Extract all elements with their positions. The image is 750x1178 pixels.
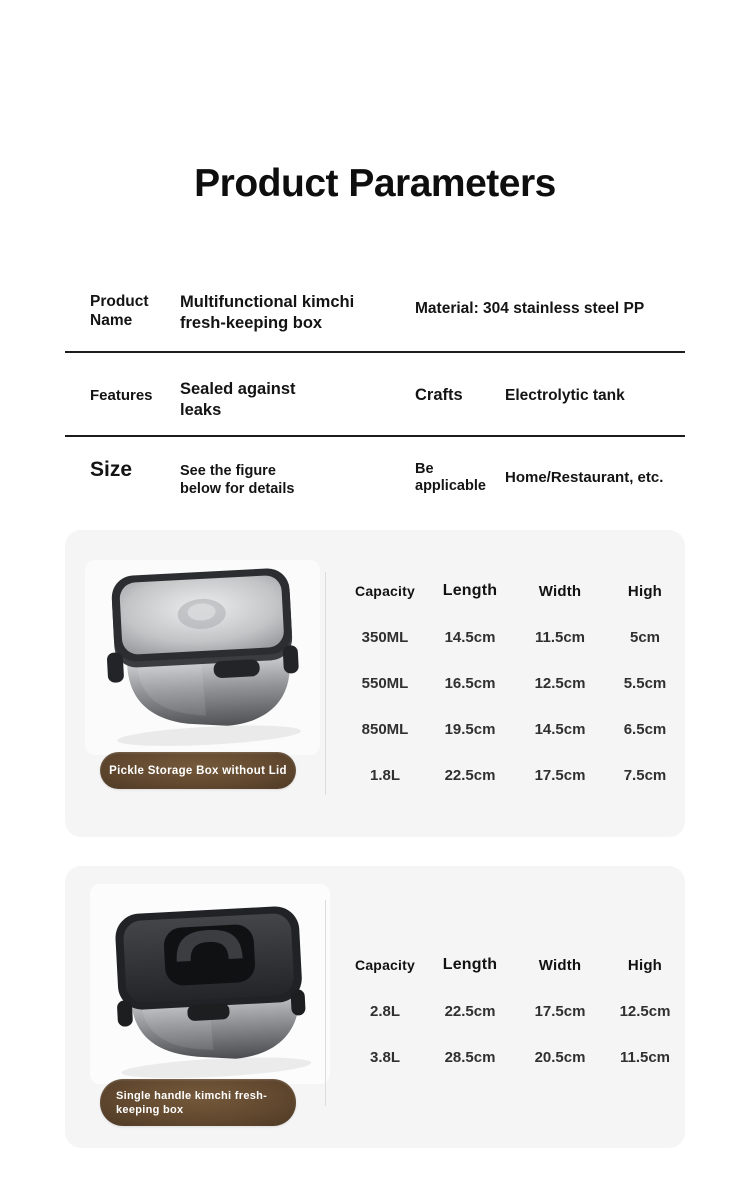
col-header: Width [538,956,582,974]
spec-divider-2 [65,435,685,437]
cell-width: 11.5cm [534,628,586,646]
cell-width: 12.5cm [534,674,586,692]
col-header: Width [538,582,582,600]
cell-high: 6.5cm [623,720,667,738]
product-card-handle-box [65,866,685,1148]
spec-row2-value2: Electrolytic tank [505,387,625,404]
cell-length: 19.5cm [444,720,496,738]
spec-row1-value: Multifunctional kimchi fresh-keeping box [180,293,355,332]
card2-vertical-divider [325,900,326,1106]
size-table-1 [345,568,685,798]
cell-high: 5cm [629,628,661,646]
cell-width: 20.5cm [534,1048,586,1066]
col-header: High [627,582,663,600]
col-header: Length [442,582,498,599]
spec-row3-value: See the figure below for details [180,463,295,497]
page-title: Product Parameters [194,162,556,205]
spec-row2-label: Features [90,387,153,404]
cell-high: 5.5cm [623,674,667,692]
cell-capacity: 550ML [361,674,409,692]
spec-row3-value2: Home/Restaurant, etc. [505,469,664,486]
cell-length: 14.5cm [444,628,496,646]
cell-length: 22.5cm [444,1002,496,1020]
product-label-badge [100,752,296,789]
product-image-flat-lid-box-icon [85,560,320,755]
product-label-badge [100,1079,296,1126]
spec-divider-1 [65,351,685,353]
spec-row2-label2: Crafts [415,386,463,404]
spec-row3-label2: Be applicable [415,461,486,494]
cell-high: 12.5cm [619,1002,671,1020]
col-header: High [627,956,663,974]
cell-length: 16.5cm [444,674,496,692]
cell-capacity: 3.8L [369,1048,400,1066]
size-table-2 [345,942,685,1080]
cell-high: 7.5cm [623,766,667,784]
spec-row2-value: Sealed against leaks [180,380,296,419]
product-label-text: Single handle kimchi fresh-keeping box [116,1089,268,1116]
cell-width: 14.5cm [534,720,586,738]
col-header: Capacity [355,957,415,973]
col-header: Length [442,956,498,973]
col-header: Capacity [355,583,415,599]
cell-length: 28.5cm [444,1048,496,1066]
cell-length: 22.5cm [444,766,496,784]
product-label-text: Pickle Storage Box without Lid [109,764,287,777]
product-card-no-lid-box [65,530,685,837]
cell-high: 11.5cm [619,1048,671,1066]
cell-capacity: 1.8L [369,766,400,784]
spec-row1-material: Material: 304 stainless steel PP [415,300,645,317]
cell-capacity: 350ML [361,628,409,646]
product-image-handle-lid-box-icon [90,884,330,1084]
cell-capacity: 850ML [361,720,409,738]
cell-width: 17.5cm [534,766,586,784]
spec-row3-label: Size [90,458,133,481]
cell-width: 17.5cm [534,1002,586,1020]
cell-capacity: 2.8L [369,1002,400,1020]
card1-vertical-divider [325,572,326,795]
spec-row1-label: Product Name [90,293,149,329]
